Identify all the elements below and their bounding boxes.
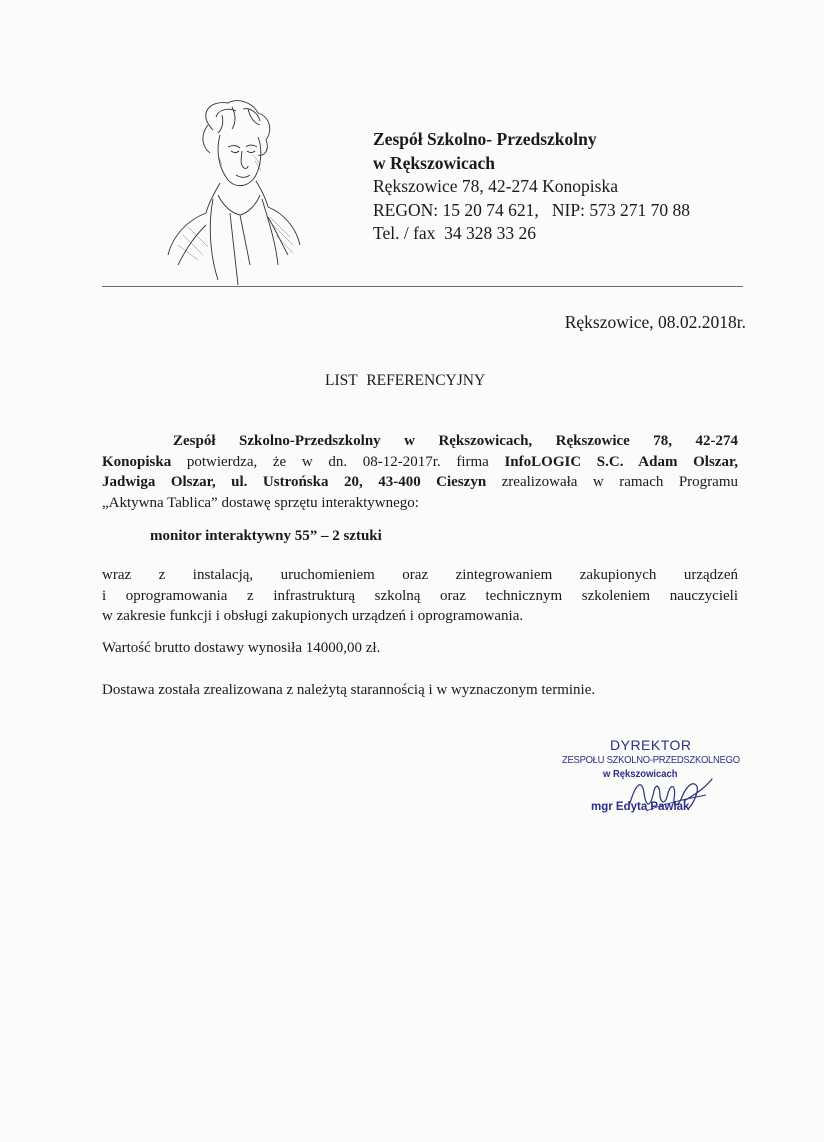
header-divider (102, 286, 743, 287)
institution-name: Zespół Szkolno- Przedszkolny (373, 129, 597, 149)
letter-title: LIST REFERENCYJNY (325, 372, 486, 389)
paragraph-line: wraz z instalacją, uruchomieniem oraz zintegrowaniem zakupionych urządzeń (102, 567, 738, 583)
stamp-location: w Rększowicach (603, 768, 678, 780)
bold-text: Zespół Szkolno-Przedszkolny w Rększowicach, Rększowice 78, 42-274 (173, 433, 738, 449)
institution-address: Rększowice 78, 42-274 Konopiska (373, 176, 618, 197)
institution-regon-nip: REGON: 15 20 74 621, NIP: 573 271 70 88 (373, 199, 690, 220)
bold-text: Jadwiga Olszar, ul. Ustrońska 20, 43-400 Cieszyn (102, 474, 487, 490)
paragraph-line (102, 472, 738, 493)
bold-text: InfoLOGIC S.C. Adam Olszar, (504, 453, 738, 470)
paragraph-value: Wartość brutto dostawy wynosiła 14000,00 zł. (102, 640, 381, 656)
portrait-engraving-icon (158, 95, 308, 285)
handwritten-signature-icon (626, 773, 716, 818)
paragraph-line: i oprogramowania z infrastrukturą szkolną oraz technicznym szkoleniem nauczycieli (102, 587, 738, 604)
paragraph-line: w zakresie funkcji i obsługi zakupionych urządzeń i oprogramowania. (102, 608, 524, 624)
normal-text: potwierdza, że w dn. 08-12-2017r. firma (171, 453, 505, 470)
paragraph-line (102, 431, 738, 452)
stamp-title: DYREKTOR (610, 737, 692, 753)
stamp-name: mgr Edyta Pawlak (591, 801, 690, 813)
bold-text: Konopiska (102, 453, 172, 470)
letterhead (373, 128, 793, 246)
delivered-item: monitor interaktywny 55” – 2 sztuki (150, 528, 382, 544)
paragraph-confirmation (102, 431, 738, 513)
institution-phone: Tel. / fax 34 328 33 26 (373, 223, 537, 244)
normal-text: zrealizowała w ramach Programu (486, 474, 738, 490)
institution-location: w Rększowicach (373, 152, 495, 173)
letter-date: Rększowice, 08.02.2018r. (564, 312, 746, 332)
paragraph-scope (102, 565, 738, 627)
paragraph-line: „Aktywna Tablica” dostawę sprzętu interaktywnego: (102, 494, 419, 511)
paragraph-completion: Dostawa została zrealizowana z należytą starannością i w wyznaczonym terminie. (102, 682, 596, 698)
paragraph-line (102, 452, 738, 473)
stamp-institution: ZESPOŁU SZKOLNO-PRZEDSZKOLNEGO (562, 754, 740, 766)
